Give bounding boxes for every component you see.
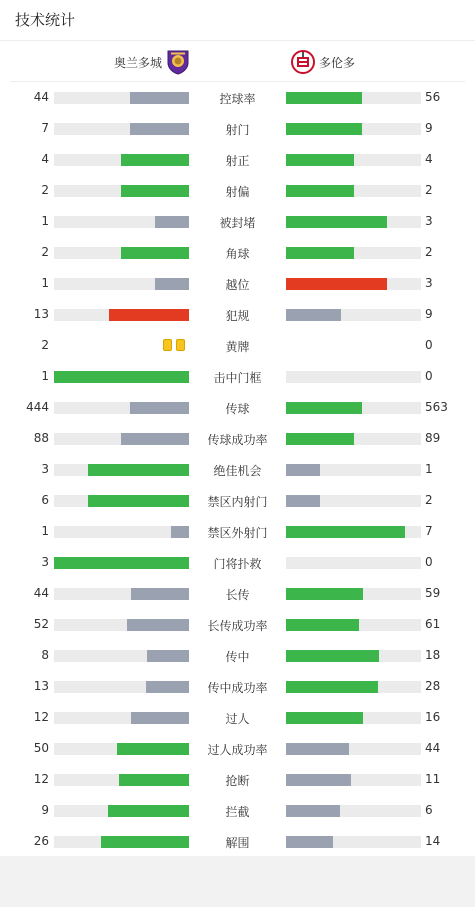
home-value: 8 [41, 648, 49, 662]
home-bar-fill [147, 650, 189, 662]
home-bar-track [54, 774, 189, 786]
stat-row [0, 113, 475, 144]
home-bar-fill [88, 464, 189, 476]
stat-row [0, 826, 475, 857]
stat-label: 禁区外射门 [207, 526, 268, 540]
stat-label: 门将扑救 [213, 557, 262, 571]
stat-row [0, 237, 475, 268]
away-bar-track [286, 681, 421, 693]
stat-row [0, 733, 475, 764]
away-bar-track [286, 743, 421, 755]
home-value: 50 [33, 741, 49, 755]
home-value: 2 [41, 338, 49, 352]
away-bar-fill [286, 712, 363, 724]
home-bar-track [54, 588, 189, 600]
home-bar-track [54, 836, 189, 848]
home-bar-fill [54, 557, 189, 569]
stat-row [0, 82, 475, 113]
home-bar-track [54, 309, 189, 321]
away-value: 2 [425, 493, 433, 507]
home-value: 1 [41, 214, 49, 228]
home-bar-fill [130, 92, 189, 104]
away-bar-fill [286, 92, 362, 104]
home-value: 13 [33, 307, 49, 321]
home-team [114, 49, 190, 75]
home-bar-track [54, 185, 189, 197]
stat-row [0, 485, 475, 516]
stat-label: 击中门框 [213, 371, 262, 385]
stat-label: 长传 [225, 588, 250, 602]
home-bar-fill [131, 588, 189, 600]
teams-header [10, 41, 465, 82]
home-bar-fill [109, 309, 189, 321]
away-value: 2 [425, 245, 433, 259]
stat-label: 长传成功率 [207, 619, 268, 633]
stat-row [0, 795, 475, 826]
home-bar-fill [130, 123, 189, 135]
away-bar-fill [286, 402, 362, 414]
stat-label: 传中 [225, 650, 250, 664]
away-value: 563 [425, 400, 448, 414]
away-bar-fill [286, 154, 354, 166]
away-bar-track [286, 309, 421, 321]
home-value: 1 [41, 369, 49, 383]
stat-label: 射正 [225, 154, 250, 168]
home-value: 6 [41, 493, 49, 507]
away-bar-track [286, 247, 421, 259]
stat-label: 传中成功率 [207, 681, 268, 695]
home-bar-track [54, 495, 189, 507]
away-bar-track [286, 650, 421, 662]
stats-list [0, 82, 475, 857]
away-bar-fill [286, 526, 405, 538]
home-value: 1 [41, 524, 49, 538]
home-bar-track [54, 154, 189, 166]
stat-row [0, 330, 475, 361]
home-bar-track [54, 650, 189, 662]
home-value: 4 [41, 152, 49, 166]
stat-row [0, 578, 475, 609]
away-bar-track [286, 774, 421, 786]
stat-label: 抢断 [225, 774, 250, 788]
away-bar-track [286, 495, 421, 507]
stat-row [0, 547, 475, 578]
away-bar-fill [286, 185, 354, 197]
away-bar-track [286, 526, 421, 538]
away-bar-fill [286, 123, 362, 135]
toronto-fc-crest-icon [291, 49, 315, 75]
stat-row [0, 671, 475, 702]
home-bar-track [54, 557, 189, 569]
away-bar-fill [286, 464, 320, 476]
home-value: 26 [33, 834, 49, 848]
home-bar-fill [54, 371, 189, 383]
away-bar-track [286, 185, 421, 197]
stat-row [0, 206, 475, 237]
away-value: 2 [425, 183, 433, 197]
stat-row [0, 268, 475, 299]
yellow-cards [163, 339, 185, 351]
stat-row [0, 609, 475, 640]
away-bar-track [286, 402, 421, 414]
home-bar-track [54, 371, 189, 383]
home-bar-track [54, 216, 189, 228]
stat-row [0, 392, 475, 423]
home-value: 3 [41, 555, 49, 569]
away-value: 18 [425, 648, 441, 662]
stat-row [0, 423, 475, 454]
home-bar-fill [127, 619, 189, 631]
away-bar-track [286, 92, 421, 104]
away-value: 16 [425, 710, 441, 724]
away-bar-fill [286, 588, 363, 600]
home-bar-fill [130, 402, 189, 414]
home-bar-fill [121, 433, 189, 445]
away-bar-track [286, 557, 421, 569]
home-bar-fill [121, 154, 189, 166]
away-bar-fill [286, 278, 387, 290]
away-value: 0 [425, 369, 433, 383]
home-value: 12 [33, 710, 49, 724]
home-value: 12 [33, 772, 49, 786]
home-value: 1 [41, 276, 49, 290]
stat-row [0, 361, 475, 392]
home-bar-track [54, 123, 189, 135]
home-team-name: 奥兰多城 [113, 55, 162, 70]
away-bar-track [286, 371, 421, 383]
away-bar-track [286, 154, 421, 166]
away-bar-track [286, 805, 421, 817]
away-value: 0 [425, 338, 433, 352]
home-value: 44 [33, 90, 49, 104]
stat-row [0, 702, 475, 733]
stat-label: 控球率 [219, 92, 256, 106]
away-bar-fill [286, 309, 341, 321]
home-bar-fill [117, 743, 189, 755]
stat-label: 绝佳机会 [213, 464, 262, 478]
home-value: 52 [33, 617, 49, 631]
stat-label: 过人 [225, 712, 250, 726]
stat-label: 被封堵 [219, 216, 256, 230]
home-bar-track [54, 743, 189, 755]
home-bar-track [54, 464, 189, 476]
home-value: 3 [41, 462, 49, 476]
away-bar-fill [286, 681, 378, 693]
away-value: 3 [425, 214, 433, 228]
home-bar-track [54, 526, 189, 538]
away-bar-track [286, 836, 421, 848]
stat-label: 黄牌 [225, 340, 250, 354]
away-value: 56 [425, 90, 441, 104]
away-value: 3 [425, 276, 433, 290]
stat-label: 角球 [225, 247, 250, 261]
away-bar-fill [286, 774, 351, 786]
away-bar-fill [286, 836, 333, 848]
stat-label: 禁区内射门 [207, 495, 268, 509]
away-value: 1 [425, 462, 433, 476]
away-value: 28 [425, 679, 441, 693]
home-bar-track [54, 681, 189, 693]
away-bar-fill [286, 247, 354, 259]
home-bar-fill [155, 278, 189, 290]
home-bar-track [54, 402, 189, 414]
home-bar-track [54, 92, 189, 104]
away-team [291, 49, 355, 75]
away-value: 9 [425, 121, 433, 135]
yellow-card-icon [176, 339, 185, 351]
away-value: 7 [425, 524, 433, 538]
stat-row [0, 764, 475, 795]
home-bar-track [54, 805, 189, 817]
home-value: 13 [33, 679, 49, 693]
away-value: 6 [425, 803, 433, 817]
away-value: 0 [425, 555, 433, 569]
section-title: 技术统计 [0, 0, 475, 41]
away-value: 14 [425, 834, 441, 848]
home-bar-fill [121, 247, 189, 259]
home-value: 88 [33, 431, 49, 445]
home-value: 7 [41, 121, 49, 135]
home-value: 2 [41, 245, 49, 259]
away-value: 44 [425, 741, 441, 755]
home-bar-fill [101, 836, 189, 848]
away-bar-track [286, 433, 421, 445]
stat-label: 拦截 [225, 805, 250, 819]
home-bar-track [54, 433, 189, 445]
home-bar-track [54, 247, 189, 259]
away-bar-fill [286, 495, 320, 507]
home-bar-track [54, 278, 189, 290]
home-value: 444 [26, 400, 49, 414]
stat-label: 过人成功率 [207, 743, 268, 757]
home-bar-fill [171, 526, 189, 538]
stat-row [0, 299, 475, 330]
home-value: 9 [41, 803, 49, 817]
away-bar-track [286, 712, 421, 724]
home-bar-fill [155, 216, 189, 228]
away-value: 59 [425, 586, 441, 600]
stat-label: 犯规 [225, 309, 250, 323]
home-value: 2 [41, 183, 49, 197]
away-value: 61 [425, 617, 441, 631]
stat-label: 传球 [225, 402, 250, 416]
stat-label: 传球成功率 [207, 433, 268, 447]
away-bar-fill [286, 650, 379, 662]
away-bar-fill [286, 216, 387, 228]
orlando-city-crest-icon [166, 49, 190, 75]
away-value: 11 [425, 772, 441, 786]
stat-row [0, 144, 475, 175]
home-bar-fill [108, 805, 189, 817]
stat-label: 射偏 [225, 185, 250, 199]
stat-label: 越位 [225, 278, 250, 292]
stat-row [0, 516, 475, 547]
away-bar-track [286, 588, 421, 600]
stat-row [0, 640, 475, 671]
away-value: 89 [425, 431, 441, 445]
away-bar-track [286, 123, 421, 135]
yellow-card-icon [163, 339, 172, 351]
stat-label: 解围 [225, 836, 250, 850]
away-bar-fill [286, 743, 349, 755]
away-bar-fill [286, 433, 354, 445]
home-bar-track [54, 712, 189, 724]
home-bar-track [54, 619, 189, 631]
stat-row [0, 454, 475, 485]
home-value: 44 [33, 586, 49, 600]
home-bar-fill [146, 681, 189, 693]
away-bar-track [286, 464, 421, 476]
away-bar-track [286, 216, 421, 228]
away-team-name: 多伦多 [319, 55, 356, 70]
stat-label: 射门 [225, 123, 250, 137]
home-bar-fill [119, 774, 189, 786]
away-bar-fill [286, 619, 359, 631]
stat-row [0, 175, 475, 206]
home-bar-fill [131, 712, 189, 724]
away-value: 4 [425, 152, 433, 166]
away-bar-track [286, 278, 421, 290]
away-bar-fill [286, 805, 340, 817]
away-bar-track [286, 619, 421, 631]
home-bar-fill [88, 495, 189, 507]
away-value: 9 [425, 307, 433, 321]
home-bar-fill [121, 185, 189, 197]
